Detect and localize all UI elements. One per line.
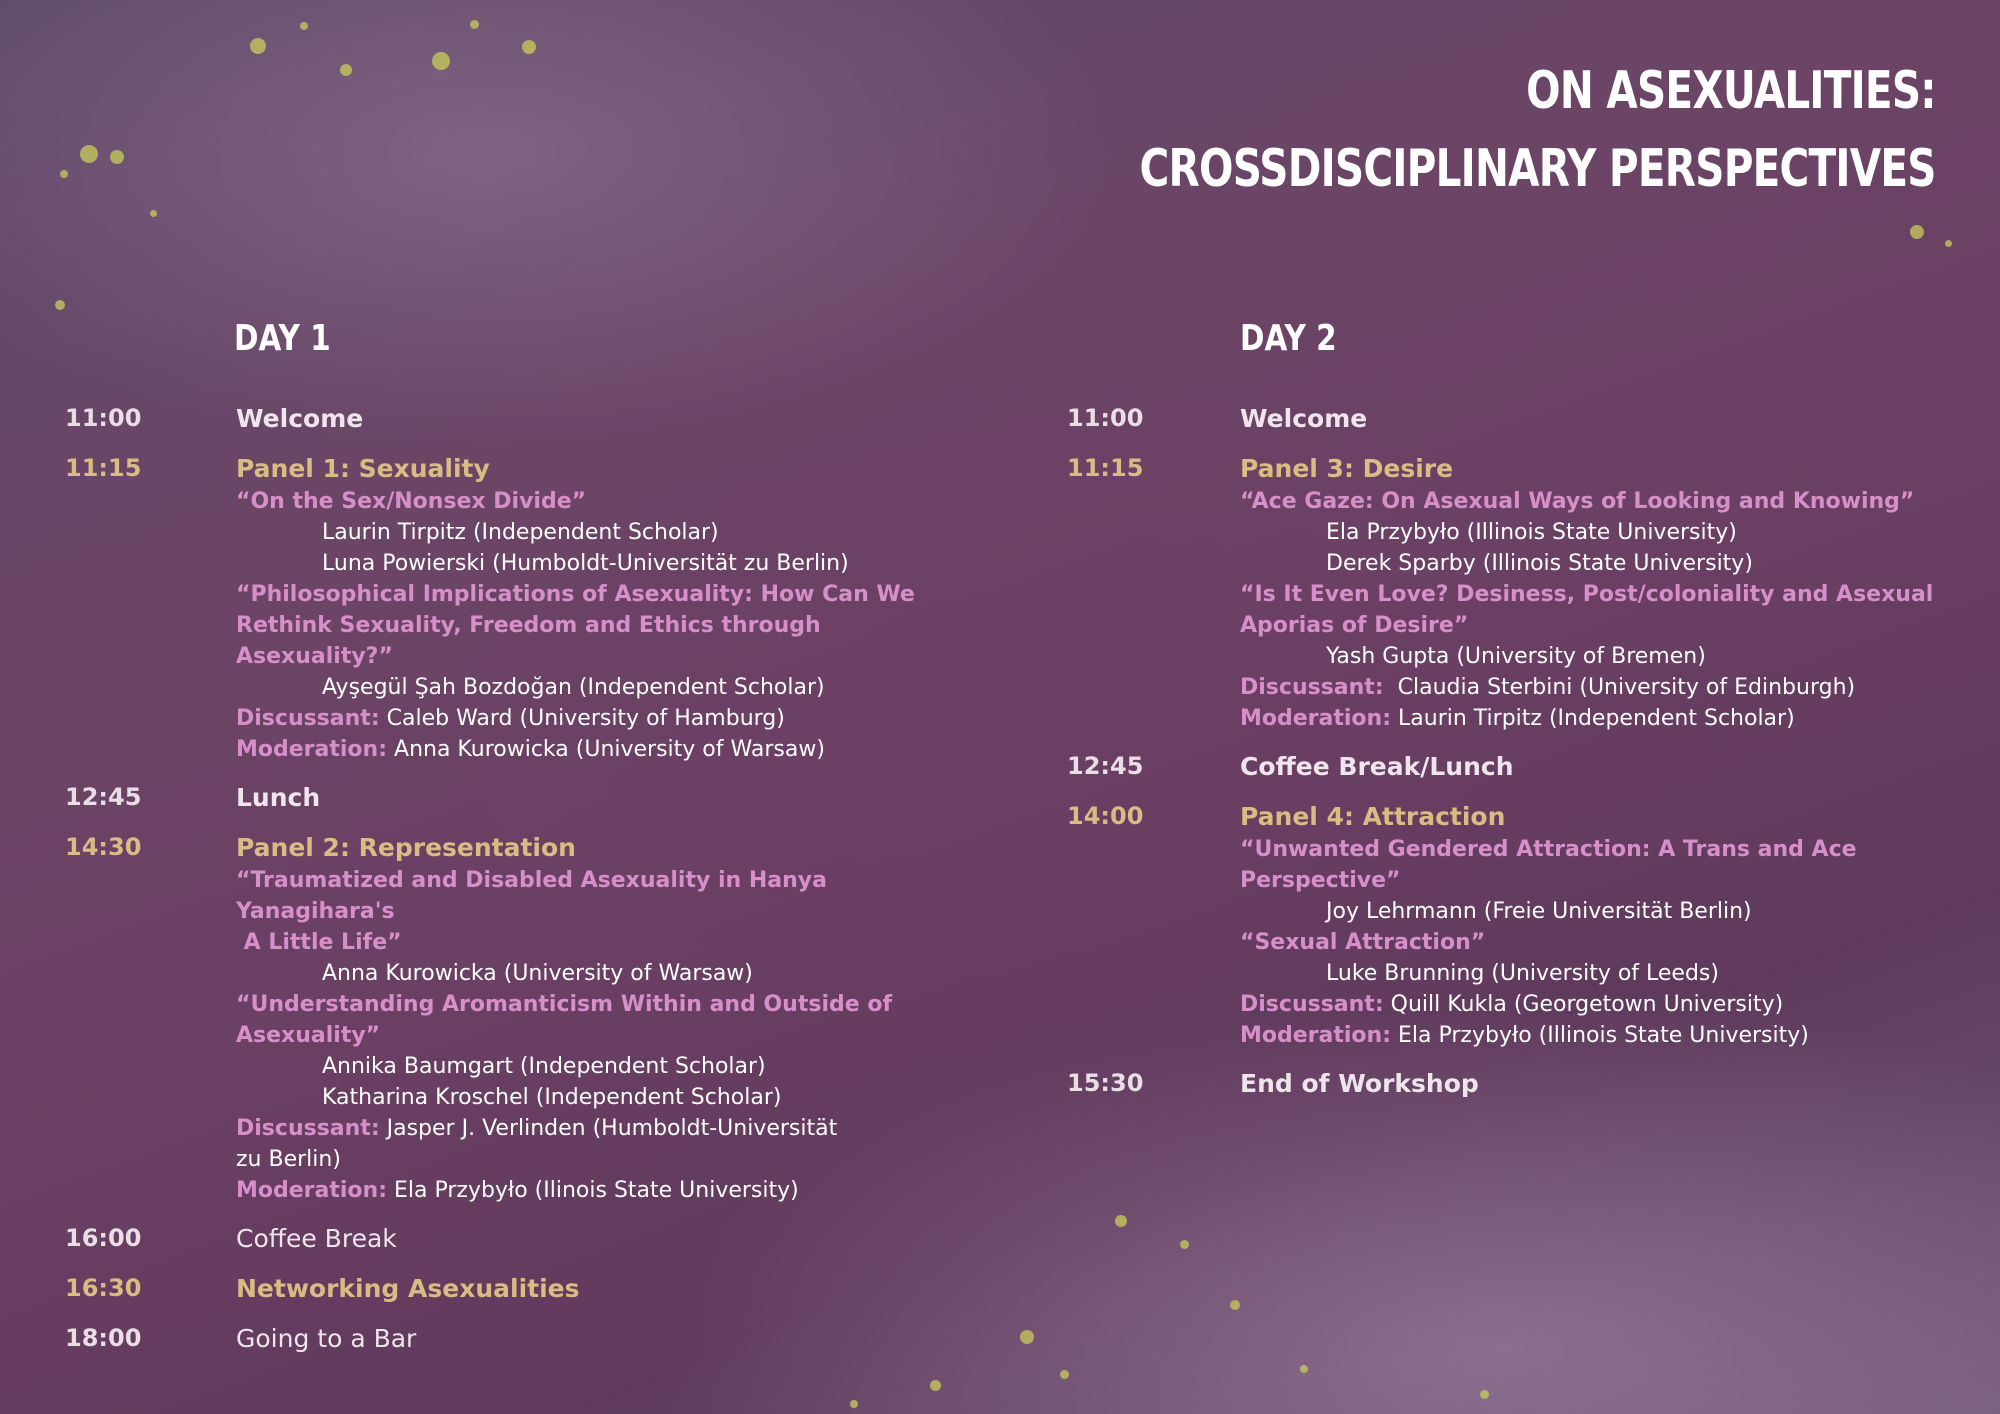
discussant-name: Jasper J. Verlinden (Humboldt-Universität <box>386 1116 838 1141</box>
event-title: Welcome <box>236 404 364 433</box>
speaker: Yash Gupta (University of Bremen) <box>1326 644 1706 669</box>
time-label: 16:00 <box>65 1224 142 1252</box>
speaker: Ela Przybyło (Illinois State University) <box>1326 520 1737 545</box>
moderation-name: Ela Przybyło (Ilinois State University) <box>394 1178 799 1203</box>
title-line-1: ON ASEXUALITIES: <box>1526 61 1936 121</box>
time-label: 12:45 <box>65 783 142 811</box>
talk-title: “Unwanted Gendered Attraction: A Trans and Ace <box>1240 837 1857 862</box>
moderation-line <box>1240 703 1967 734</box>
schedule-row <box>1067 402 1967 436</box>
discussant-name-cont: zu Berlin) <box>236 1147 341 1172</box>
day2-schedule <box>1067 402 1967 1117</box>
speaker: Ayşegül Şah Bozdoğan (Independent Scholar) <box>322 675 825 700</box>
discussant-line <box>1240 989 1967 1020</box>
speaker: Joy Lehrmann (Freie Universität Berlin) <box>1326 899 1752 924</box>
schedule-row <box>65 1222 965 1256</box>
day2-heading: DAY 2 <box>1240 318 1337 359</box>
page-title <box>1140 52 1936 208</box>
event-title: End of Workshop <box>1240 1069 1479 1098</box>
speaker: Luna Powierski (Humboldt-Universität zu Berlin) <box>322 551 849 576</box>
schedule-row <box>65 781 965 815</box>
moderation-line <box>236 1175 965 1206</box>
time-label: 18:00 <box>65 1324 142 1352</box>
discussant-line <box>236 703 965 734</box>
talk-title: “Understanding Aromanticism Within and Outside of <box>236 992 893 1017</box>
moderation-label: Moderation: <box>1240 1023 1392 1048</box>
talk-title: “Traumatized and Disabled Asexuality in Hanya Yanagihara's <box>236 868 827 924</box>
event-title: Networking Asexualities <box>236 1274 580 1303</box>
moderation-label: Moderation: <box>236 1178 388 1203</box>
moderation-name: Ela Przybyło (Illinois State University) <box>1398 1023 1809 1048</box>
time-label: 11:00 <box>1067 404 1144 432</box>
speaker: Anna Kurowicka (University of Warsaw) <box>322 961 753 986</box>
event-title: Going to a Bar <box>236 1324 417 1353</box>
discussant-name: Caleb Ward (University of Hamburg) <box>386 706 785 731</box>
discussant-name: Quill Kukla (Georgetown University) <box>1390 992 1784 1017</box>
talk-title: “Philosophical Implications of Asexuality: How Can We <box>236 582 915 607</box>
time-label: 11:00 <box>65 404 142 432</box>
discussant-label: Discussant: <box>1240 992 1384 1017</box>
time-label: 11:15 <box>65 454 142 482</box>
talk-title: “Ace Gaze: On Asexual Ways of Looking and Knowing” <box>1240 489 1915 514</box>
time-label: 12:45 <box>1067 752 1144 780</box>
event-title: Welcome <box>1240 404 1368 433</box>
speaker: Katharina Kroschel (Independent Scholar) <box>322 1085 782 1110</box>
talk-title: “On the Sex/Nonsex Divide” <box>236 489 587 514</box>
moderation-label: Moderation: <box>1240 706 1392 731</box>
discussant-line <box>1240 672 1967 703</box>
event-title: Coffee Break <box>236 1224 397 1253</box>
panel-title: Panel 4: Attraction <box>1240 802 1506 831</box>
day1-heading: DAY 1 <box>234 318 331 359</box>
schedule-row <box>1067 750 1967 784</box>
schedule-row-panel3 <box>1067 452 1967 734</box>
schedule-row <box>1067 1067 1967 1101</box>
schedule-row <box>65 1272 965 1306</box>
moderation-name: Laurin Tirpitz (Independent Scholar) <box>1398 706 1795 731</box>
time-label: 16:30 <box>65 1274 142 1302</box>
speaker: Derek Sparby (Illinois State University) <box>1326 551 1753 576</box>
talk-title: “Sexual Attraction” <box>1240 930 1486 955</box>
panel-title: Panel 1: Sexuality <box>236 454 490 483</box>
talk-title-cont: A Little Life” <box>236 930 402 955</box>
title-line-2: CROSSDISCIPLINARY PERSPECTIVES <box>1139 139 1936 199</box>
speaker: Luke Brunning (University of Leeds) <box>1326 961 1719 986</box>
event-title: Lunch <box>236 783 321 812</box>
moderation-name: Anna Kurowicka (University of Warsaw) <box>394 737 825 762</box>
time-label: 14:00 <box>1067 802 1144 830</box>
discussant-label: Discussant: <box>236 706 380 731</box>
schedule-row-panel1 <box>65 452 965 765</box>
discussant-label: Discussant: <box>236 1116 380 1141</box>
discussant-line <box>236 1113 965 1144</box>
day1-schedule <box>65 402 965 1372</box>
speaker: Annika Baumgart (Independent Scholar) <box>322 1054 766 1079</box>
time-label: 11:15 <box>1067 454 1144 482</box>
schedule-row-panel4 <box>1067 800 1967 1051</box>
discussant-name: Claudia Sterbini (University of Edinburgh) <box>1390 675 1856 700</box>
moderation-line <box>236 734 965 765</box>
talk-title-cont: Perspective” <box>1240 868 1401 893</box>
talk-title-cont: Rethink Sexuality, Freedom and Ethics through Asexuality?” <box>236 613 821 669</box>
talk-title: “Is It Even Love? Desiness, Post/coloniality and Asexual <box>1240 582 1934 607</box>
talk-title-cont: Asexuality” <box>236 1023 381 1048</box>
time-label: 14:30 <box>65 833 142 861</box>
schedule-row-panel2 <box>65 831 965 1206</box>
panel-title: Panel 3: Desire <box>1240 454 1454 483</box>
event-title: Coffee Break/Lunch <box>1240 752 1514 781</box>
moderation-line <box>1240 1020 1967 1051</box>
time-label: 15:30 <box>1067 1069 1144 1097</box>
schedule-row <box>65 402 965 436</box>
discussant-label: Discussant: <box>1240 675 1384 700</box>
speaker: Laurin Tirpitz (Independent Scholar) <box>322 520 719 545</box>
schedule-row <box>65 1322 965 1356</box>
moderation-label: Moderation: <box>236 737 388 762</box>
talk-title-cont: Aporias of Desire” <box>1240 613 1469 638</box>
panel-title: Panel 2: Representation <box>236 833 576 862</box>
